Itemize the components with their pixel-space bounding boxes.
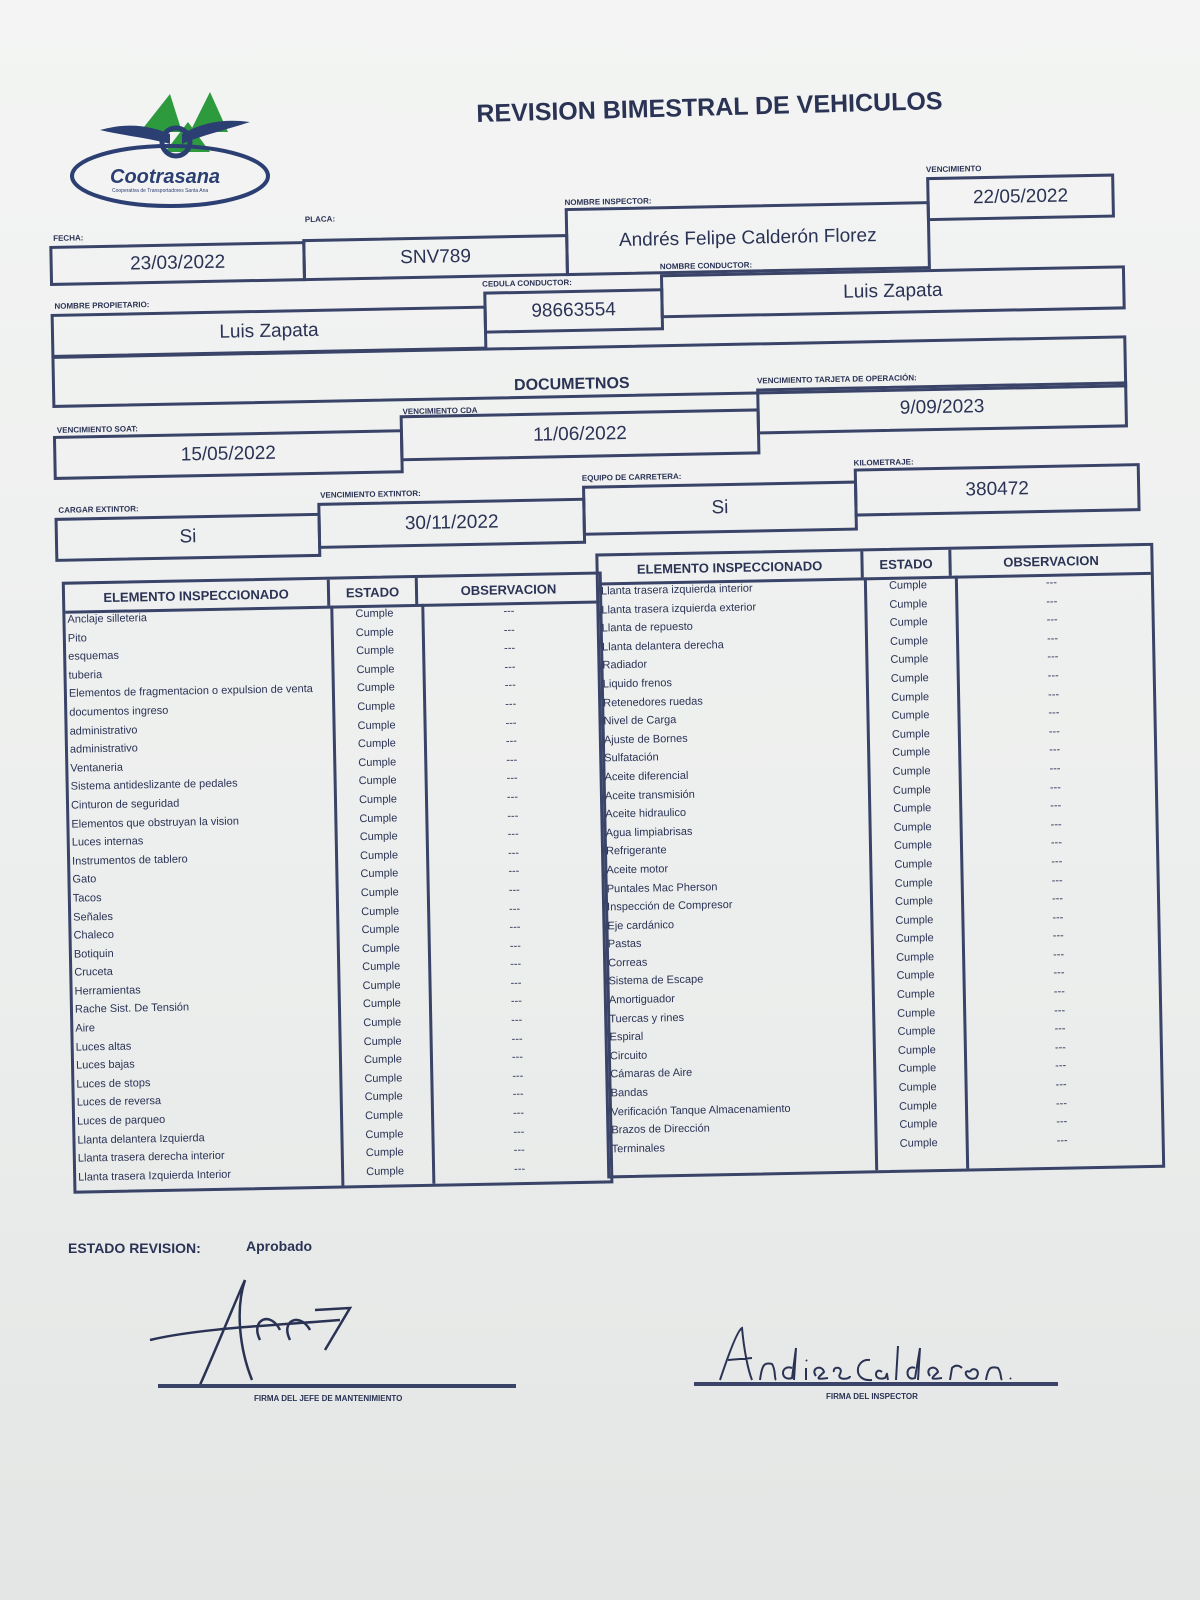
right-item-label: Sulfatación [604, 751, 659, 765]
left-item-estado: Cumple [360, 886, 399, 900]
left-item-estado: Cumple [362, 979, 401, 992]
right-item-observacion: --- [1053, 985, 1065, 998]
right-item-label: Liquido frenos [602, 677, 673, 691]
left-item-estado: Cumple [363, 1016, 402, 1030]
left-item-observacion: --- [511, 1014, 523, 1027]
left-item-label: Rache Sist. De Tensión [74, 1001, 190, 1017]
left-item-observacion: --- [512, 1069, 524, 1083]
left-item-label: Gato [72, 873, 97, 886]
right-item-estado: Cumple [898, 1062, 937, 1076]
left-item-label: Chaleco [73, 928, 115, 942]
right-item-estado: Cumple [897, 1006, 936, 1020]
right-item-observacion: --- [1049, 744, 1061, 757]
left-header-estado: ESTADO [330, 578, 418, 606]
left-item-label: Instrumentos de tablero [72, 853, 188, 868]
right-item-observacion: --- [1046, 632, 1059, 645]
right-item-estado: Cumple [891, 709, 930, 723]
left-item-estado: Cumple [361, 942, 400, 955]
left-item-estado: Cumple [359, 830, 398, 844]
left-item-label: Ventaneria [70, 761, 124, 775]
left-item-estado: Cumple [362, 997, 401, 1011]
left-item-label: Cruceta [74, 966, 113, 979]
left-item-estado: Cumple [361, 923, 400, 937]
tarjeta-label: VENCIMIENTO TARJETA DE OPERACIÓN: [756, 373, 917, 386]
left-item-observacion: --- [507, 828, 519, 841]
right-item-observacion: --- [1050, 799, 1062, 812]
left-item-estado: Cumple [361, 904, 400, 918]
left-item-estado: Cumple [359, 811, 398, 825]
left-item-observacion: --- [510, 958, 522, 971]
fecha-field[interactable]: 23/03/2022 [49, 241, 306, 286]
right-item-label: Espiral [609, 1030, 644, 1044]
left-item-label: Sistema antideslizante de pedales [70, 777, 238, 794]
left-item-observacion: --- [512, 1088, 524, 1101]
right-item-observacion: --- [1051, 855, 1063, 868]
left-item-estado: Cumple [357, 737, 396, 751]
right-item-estado: Cumple [896, 969, 935, 983]
left-item-observacion: --- [504, 679, 516, 692]
right-item-label: Tuercas y rines [609, 1011, 685, 1026]
km-label: KILOMETRAJE: [853, 457, 914, 468]
left-item-observacion: --- [510, 976, 522, 990]
placa-field[interactable]: SNV789 [302, 234, 569, 281]
left-item-observacion: --- [510, 995, 523, 1008]
right-item-estado: Cumple [889, 616, 928, 630]
left-item-estado: Cumple [357, 700, 396, 714]
right-item-observacion: --- [1049, 781, 1061, 794]
conductor-field[interactable]: Luis Zapata [660, 265, 1126, 318]
right-item-label: Eje cardánico [607, 918, 675, 933]
inspector-label: NOMBRE INSPECTOR: [564, 196, 652, 208]
inspector-field[interactable]: Andrés Felipe Calderón Florez [565, 201, 931, 276]
left-item-observacion: --- [506, 791, 519, 804]
left-item-estado: Cumple [356, 663, 395, 676]
extintor-label: VENCIMIENTO EXTINTOR: [320, 488, 421, 500]
right-item-label: Agua limpiabrisas [605, 825, 693, 840]
right-item-estado: Cumple [890, 672, 929, 685]
left-item-estado: Cumple [360, 867, 399, 881]
left-item-observacion: --- [506, 753, 518, 767]
right-item-estado: Cumple [893, 820, 932, 834]
right-item-label: Llanta de repuesto [601, 620, 693, 635]
right-item-label: Sistema de Escape [608, 974, 704, 988]
left-item-observacion: --- [513, 1162, 526, 1176]
right-item-estado: Cumple [892, 746, 931, 760]
right-item-observacion: --- [1056, 1134, 1068, 1147]
right-item-estado: Cumple [899, 1118, 938, 1132]
left-item-observacion: --- [503, 623, 515, 636]
left-item-label: administrativo [69, 723, 138, 738]
left-item-label: Tacos [72, 892, 102, 905]
right-item-label: Aceite transmisión [604, 788, 695, 802]
left-item-observacion: --- [504, 642, 516, 655]
right-item-label: Nivel de Carga [603, 714, 677, 728]
left-item-observacion: --- [511, 1032, 523, 1045]
left-header-observacion: OBSERVACION [460, 580, 557, 598]
right-item-observacion: --- [1046, 595, 1058, 608]
right-item-estado: Cumple [891, 727, 930, 741]
right-item-observacion: --- [1049, 762, 1061, 775]
right-item-observacion: --- [1056, 1115, 1068, 1129]
soat-label: VENCIMIENTO SOAT: [56, 424, 138, 435]
right-item-label: Bandas [610, 1086, 649, 1100]
left-item-estado: Cumple [356, 681, 395, 695]
left-item-estado: Cumple [366, 1165, 405, 1178]
right-item-label: Verificación Tanque Almacenamiento [610, 1102, 791, 1118]
right-item-estado: Cumple [892, 765, 931, 778]
left-item-label: Llanta trasera derecha interior [77, 1150, 225, 1165]
carretera-field[interactable]: Si [582, 481, 858, 536]
left-item-estado: Cumple [358, 756, 397, 769]
left-item-label: administrativo [69, 742, 138, 756]
right-item-estado: Cumple [888, 579, 928, 592]
left-item-observacion: --- [513, 1125, 525, 1138]
right-item-observacion: --- [1051, 892, 1064, 905]
left-table-rows [65, 603, 610, 1190]
km-field[interactable]: 380472 [854, 463, 1141, 516]
right-item-observacion: --- [1048, 725, 1060, 738]
right-inspection-table [595, 543, 1165, 1179]
right-item-label: Cámaras de Aire [610, 1067, 693, 1081]
left-item-observacion: --- [505, 716, 517, 729]
left-item-label: Llanta delantera Izquierda [77, 1131, 205, 1147]
right-item-label: Correas [608, 956, 648, 970]
right-item-label: Puntales Mac Pherson [606, 880, 718, 895]
right-item-observacion: --- [1047, 651, 1059, 664]
left-item-label: Pito [67, 631, 87, 645]
right-item-label: Refrigerante [605, 844, 667, 858]
right-item-observacion: --- [1048, 706, 1060, 720]
left-item-estado: Cumple [365, 1146, 404, 1160]
right-item-label: Aceite motor [606, 863, 669, 877]
documentos-title: DOCUMETNOS [513, 374, 630, 395]
left-item-observacion: --- [508, 865, 520, 878]
left-item-estado: Cumple [364, 1072, 403, 1085]
firma-jefe-label: FIRMA DEL JEFE DE MANTENIMIENTO [254, 1394, 403, 1403]
estado-revision-label: ESTADO REVISION: [68, 1240, 201, 1256]
right-item-label: Inspección de Compresor [606, 899, 733, 914]
left-item-estado: Cumple [365, 1127, 404, 1141]
right-item-estado: Cumple [889, 597, 928, 611]
right-item-estado: Cumple [892, 783, 931, 797]
right-item-observacion: --- [1052, 948, 1065, 961]
right-item-observacion: --- [1045, 576, 1058, 589]
left-item-label: Luces de stops [76, 1077, 151, 1091]
left-item-observacion: --- [512, 1107, 525, 1120]
right-header-estado: ESTADO [863, 550, 951, 578]
left-item-label: Herramientas [74, 984, 141, 998]
estado-revision-value: Aprobado [246, 1238, 313, 1254]
right-item-observacion: --- [1046, 613, 1058, 627]
right-item-label: Ajuste de Bornes [603, 732, 688, 747]
fecha-label: FECHA: [53, 233, 84, 243]
right-item-label: Brazos de Dirección [611, 1122, 710, 1137]
propietario-field[interactable]: Luis Zapata [51, 306, 488, 358]
left-item-observacion: --- [508, 883, 520, 897]
left-item-label: Botiquin [73, 947, 114, 961]
left-item-estado: Cumple [357, 718, 396, 732]
left-item-label: Cinturon de seguridad [70, 797, 180, 812]
left-item-observacion: --- [503, 605, 515, 618]
left-item-label: esquemas [68, 649, 120, 663]
right-item-estado: Cumple [897, 1043, 936, 1057]
left-item-observacion: --- [504, 660, 516, 674]
left-item-observacion: --- [509, 921, 521, 934]
right-item-label: Llanta trasera izquierda exterior [601, 601, 757, 617]
left-item-estado: Cumple [364, 1090, 403, 1104]
right-item-observacion: --- [1054, 1022, 1066, 1036]
left-item-estado: Cumple [355, 626, 394, 639]
right-item-label: Amortiguador [608, 993, 676, 1007]
right-item-label: Radiador [602, 658, 648, 672]
signature-inspector [710, 1320, 1060, 1390]
left-item-label: Anclaje silleteria [67, 612, 148, 626]
soat-field[interactable]: 15/05/2022 [53, 429, 404, 480]
right-item-observacion: --- [1052, 911, 1064, 924]
right-item-observacion: --- [1050, 836, 1063, 850]
right-item-label: Terminales [611, 1142, 666, 1156]
right-item-observacion: --- [1047, 688, 1060, 701]
placa-label: PLACA: [304, 214, 336, 225]
right-header-observacion: OBSERVACION [1003, 552, 1099, 570]
left-item-label: Luces de parqueo [77, 1113, 166, 1128]
right-item-estado: Cumple [893, 802, 932, 816]
cda-field[interactable]: 11/06/2022 [400, 408, 761, 461]
right-item-observacion: --- [1052, 929, 1064, 943]
left-item-label: Llanta trasera Izquierda Interior [78, 1168, 232, 1184]
right-table-rows [599, 575, 1162, 1162]
right-item-observacion: --- [1047, 669, 1059, 682]
left-item-label: Elementos de fragmentacion o expulsion de venta [68, 683, 313, 701]
right-item-observacion: --- [1054, 1041, 1066, 1054]
right-item-estado: Cumple [893, 839, 933, 853]
right-item-estado: Cumple [894, 876, 933, 890]
right-item-observacion: --- [1053, 967, 1065, 980]
left-item-label: Señales [73, 910, 114, 924]
right-item-estado: Cumple [894, 858, 933, 871]
left-item-label: documentos ingreso [69, 704, 169, 719]
cargar-label: CARGAR EXTINTOR: [58, 504, 139, 515]
left-item-observacion: --- [506, 772, 518, 785]
left-item-observacion: --- [511, 1051, 524, 1064]
brand-tagline: Cooperativa de Transportadores Santa Ana [112, 188, 209, 194]
right-item-observacion: --- [1055, 1060, 1067, 1073]
left-item-observacion: --- [508, 902, 521, 915]
cedula-label: CEDULA CONDUCTOR: [482, 277, 572, 289]
right-item-label: Retenedores ruedas [603, 695, 703, 710]
right-item-estado: Cumple [894, 895, 934, 908]
right-item-observacion: --- [1055, 1078, 1067, 1091]
left-item-estado: Cumple [363, 1053, 403, 1067]
carretera-label: EQUIPO DE CARRETERA: [581, 471, 682, 483]
vencimiento-field[interactable]: 22/05/2022 [926, 174, 1115, 222]
firma-inspector-label: FIRMA DEL INSPECTOR [826, 1392, 918, 1401]
left-header-elemento: ELEMENTO INSPECCIONADO [65, 580, 330, 611]
left-item-estado: Cumple [355, 607, 394, 621]
right-item-estado: Cumple [896, 988, 935, 1001]
right-item-observacion: --- [1050, 818, 1062, 831]
left-item-label: Elementos que obstruyan la vision [71, 814, 240, 831]
right-item-label: Circuito [609, 1049, 648, 1063]
right-item-estado: Cumple [890, 653, 929, 667]
right-item-label: Aceite diferencial [604, 769, 689, 784]
right-item-estado: Cumple [897, 1025, 936, 1039]
left-item-estado: Cumple [358, 793, 398, 807]
right-item-observacion: --- [1051, 874, 1063, 887]
right-item-estado: Cumple [895, 913, 934, 927]
right-item-estado: Cumple [891, 690, 930, 704]
brand-name: Cootrasana [110, 166, 221, 188]
right-item-estado: Cumple [895, 932, 934, 946]
left-item-label: Luces bajas [75, 1058, 135, 1072]
left-item-label: tuberia [68, 668, 103, 682]
firma-jefe-line [158, 1384, 516, 1388]
right-item-estado: Cumple [898, 1081, 937, 1094]
right-item-estado: Cumple [899, 1136, 938, 1150]
left-item-estado: Cumple [364, 1109, 404, 1123]
left-item-label: Luces internas [71, 835, 144, 849]
cargar-field[interactable]: Si [55, 513, 322, 562]
right-item-estado: Cumple [889, 634, 929, 648]
right-header-elemento: ELEMENTO INSPECCIONADO [598, 551, 863, 582]
left-item-observacion: --- [505, 698, 517, 711]
right-item-label: Aceite hidraulico [605, 806, 687, 821]
left-item-estado: Cumple [362, 960, 401, 974]
left-item-label: Aire [75, 1022, 96, 1035]
tarjeta-field[interactable]: 9/09/2023 [756, 381, 1128, 434]
right-item-label: Llanta delantera derecha [601, 638, 724, 654]
conductor-label: NOMBRE CONDUCTOR: [659, 260, 753, 272]
right-item-observacion: --- [1054, 1004, 1066, 1017]
right-item-label: Llanta trasera izquierda interior [600, 582, 753, 598]
left-item-observacion: --- [507, 846, 520, 860]
left-item-estado: Cumple [360, 849, 399, 862]
firma-inspector-line [694, 1382, 1058, 1386]
left-item-observacion: --- [507, 809, 519, 822]
left-inspection-table [62, 571, 614, 1193]
cedula-field[interactable]: 98663554 [483, 288, 664, 333]
left-item-label: Luces altas [75, 1040, 132, 1054]
cda-label: VENCIMIENTO CDA [402, 405, 478, 417]
right-item-estado: Cumple [896, 951, 935, 964]
left-item-observacion: --- [509, 939, 521, 952]
left-item-estado: Cumple [358, 774, 397, 788]
left-item-estado: Cumple [363, 1035, 402, 1048]
extintor-field[interactable]: 30/11/2022 [317, 498, 586, 549]
propietario-label: NOMBRE PROPIETARIO: [54, 300, 150, 311]
right-item-estado: Cumple [898, 1099, 938, 1113]
left-item-observacion: --- [505, 735, 518, 748]
right-item-label: Pastas [607, 938, 642, 951]
left-item-label: Luces de reversa [76, 1095, 162, 1110]
page-title: REVISION BIMESTRAL DE VEHICULOS [476, 86, 943, 128]
signature-jefe [140, 1270, 370, 1390]
vencimiento-label: VENCIMIENTO [925, 164, 982, 175]
left-item-estado: Cumple [356, 644, 395, 658]
right-item-observacion: --- [1055, 1097, 1068, 1110]
left-item-observacion: --- [513, 1144, 525, 1157]
